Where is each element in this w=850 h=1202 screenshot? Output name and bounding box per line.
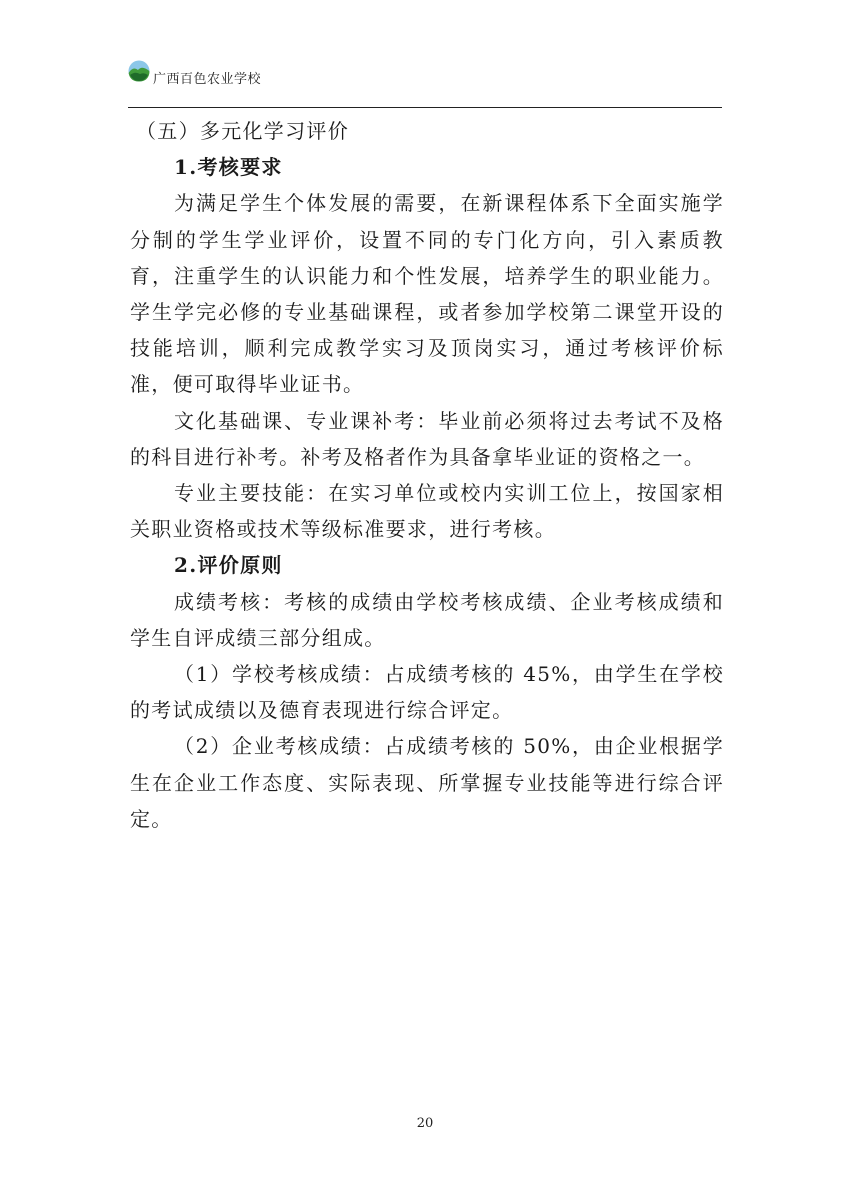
paragraph-credit-system: 为满足学生个体发展的需要，在新课程体系下全面实施学分制的学生学业评价，设置不同的专门化方向，引入素质教育，注重学生的认识能力和个性发展，培养学生的职业能力。学生学完必修的专业基础课程，或者参加学校第二课堂开设的技能培训，顺利完成教学实习及顶岗实习，通过考核评价标准，便可取得毕业证书。 <box>130 191 724 397</box>
paragraph-core-skills: 专业主要技能：在实习单位或校内实训工位上，按国家相关职业资格或技术等级标准要求，进行考核。 <box>130 481 724 542</box>
page-header <box>128 58 722 108</box>
school-logo-icon <box>128 60 150 82</box>
section-title: （五）多元化学习评价 <box>136 119 349 143</box>
school-name: 广西百色农业学校 <box>153 72 262 87</box>
subsection-title-assessment-requirements: 1.考核要求 <box>174 155 283 180</box>
subsection-title-evaluation-principles: 2.评价原则 <box>174 553 283 578</box>
list-item-school-grade: （1）学校考核成绩：占成绩考核的 45%，由学生在学校的考试成绩以及德育表现进行综合评定。 <box>130 662 724 723</box>
document-body <box>130 113 724 837</box>
paragraph-makeup-exam: 文化基础课、专业课补考：毕业前必须将过去考试不及格的科目进行补考。补考及格者作为具备拿毕业证的资格之一。 <box>130 408 724 469</box>
page-number: 20 <box>416 1116 434 1131</box>
paragraph-grade-composition: 成绩考核：考核的成绩由学校考核成绩、企业考核成绩和学生自评成绩三部分组成。 <box>130 589 724 650</box>
list-item-enterprise-grade: （2）企业考核成绩：占成绩考核的 50%，由企业根据学生在企业工作态度、实际表现、所掌握专业技能等进行综合评定。 <box>130 734 724 831</box>
header-divider <box>128 107 722 108</box>
